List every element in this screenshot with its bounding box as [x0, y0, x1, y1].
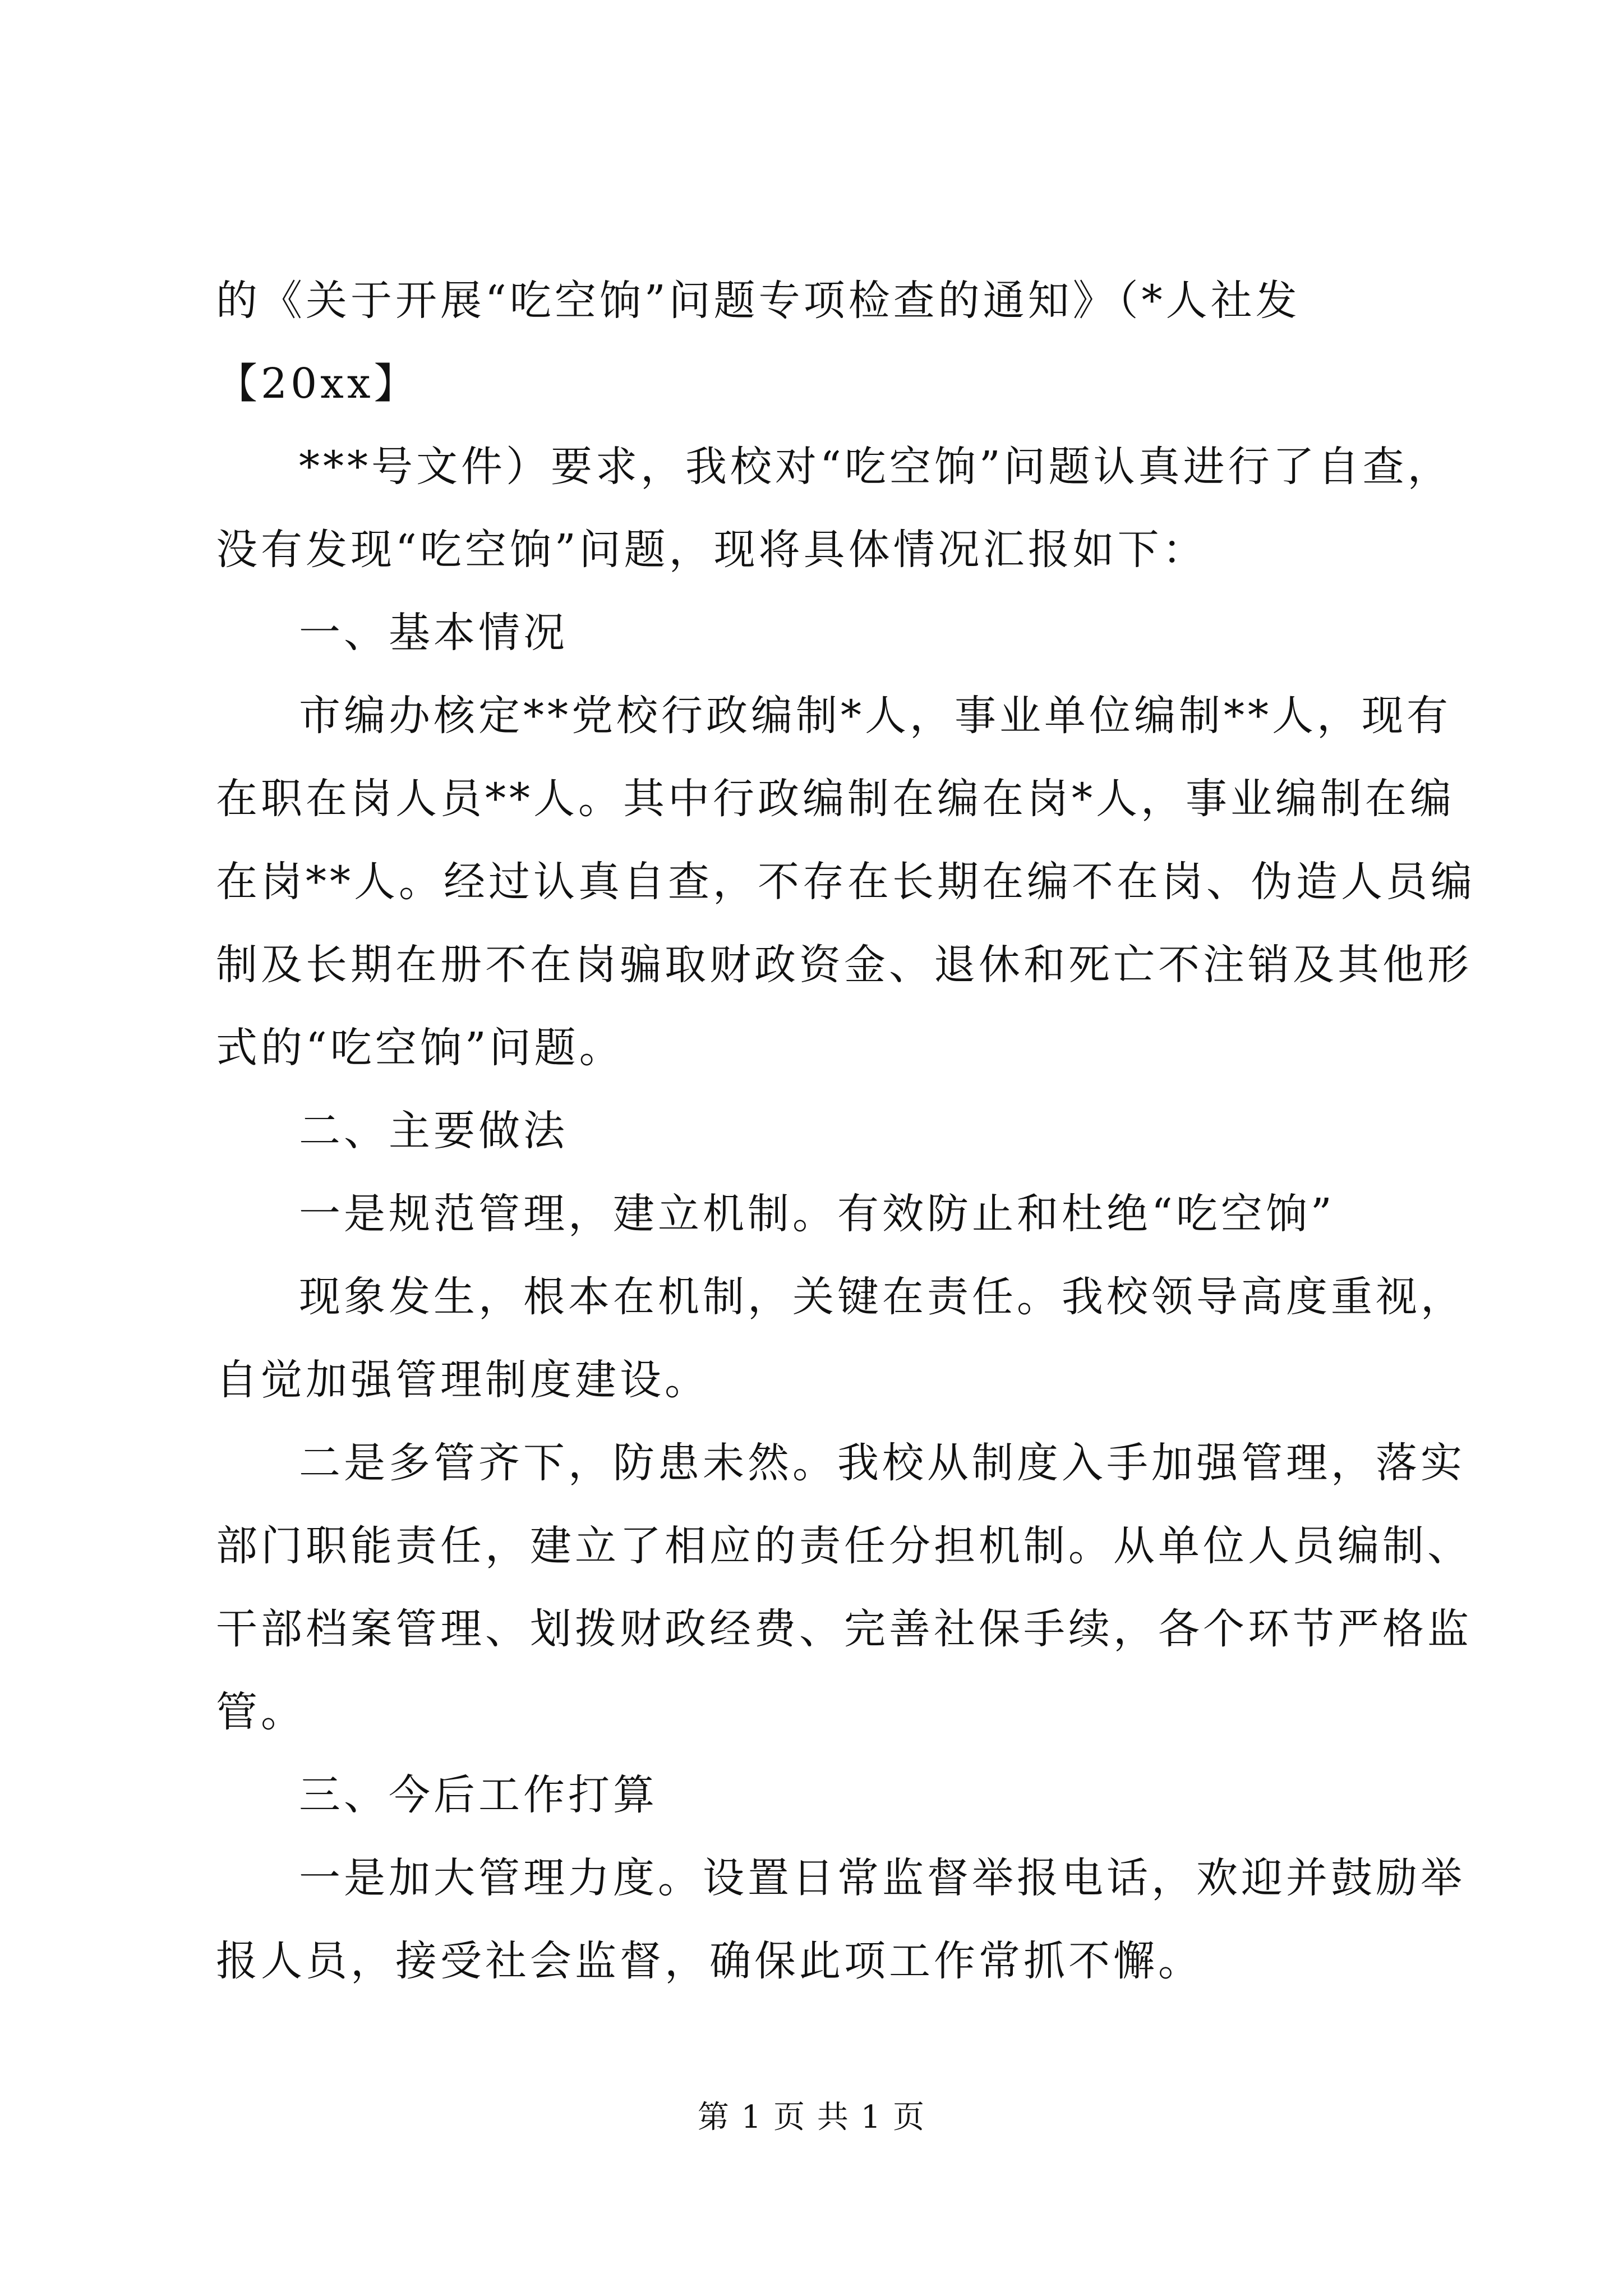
text-line: 干部档案管理、划拨财政经费、完善社保手续，各个环节严格监: [216, 1605, 1472, 1653]
text-line: 市编办核定**党校行政编制*人，事业单位编制**人，现有: [299, 692, 1451, 740]
text-line: 报人员，接受社会监督，确保此项工作常抓不懈。: [216, 1937, 1203, 1985]
text-line: 一、基本情况: [299, 609, 568, 657]
page-footer: 第 1 页 共 1 页: [697, 2099, 926, 2136]
text-line: 二是多管齐下，防患未然。我校从制度入手加强管理，落实: [299, 1439, 1465, 1487]
text-line: 式的“吃空饷”问题。: [216, 1024, 624, 1072]
document-body: [216, 259, 1476, 2003]
text-line: 制及长期在册不在岗骗取财政资金、退休和死亡不注销及其他形: [216, 941, 1472, 989]
text-line: 自觉加强管理制度建设。: [216, 1356, 709, 1404]
text-line: ***号文件）要求，我校对“吃空饷”问题认真进行了自查，: [299, 443, 1453, 491]
text-line: 的《关于开展“吃空饷”问题专项检查的通知》（*人社发: [216, 277, 1301, 325]
text-line: 管。: [216, 1688, 306, 1736]
text-line: 【20xx】: [216, 360, 419, 408]
text-line: 没有发现“吃空饷”问题，现将具体情况汇报如下：: [216, 526, 1207, 574]
text-line: 三、今后工作打算: [299, 1771, 658, 1819]
text-line: 一是加大管理力度。设置日常监督举报电话，欢迎并鼓励举: [299, 1854, 1465, 1902]
text-line: 一是规范管理，建立机制。有效防止和杜绝“吃空饷”: [299, 1190, 1335, 1238]
text-line: 现象发生，根本在机制，关键在责任。我校领导高度重视，: [299, 1273, 1465, 1321]
text-line: 部门职能责任，建立了相应的责任分担机制。从单位人员编制、: [216, 1522, 1472, 1570]
text-line: 在岗**人。经过认真自查，不存在长期在编不在岗、伪造人员编: [216, 858, 1476, 906]
text-line: 在职在岗人员**人。其中行政编制在编在岗*人，事业编制在编: [216, 775, 1455, 823]
text-line: 二、主要做法: [299, 1107, 568, 1155]
